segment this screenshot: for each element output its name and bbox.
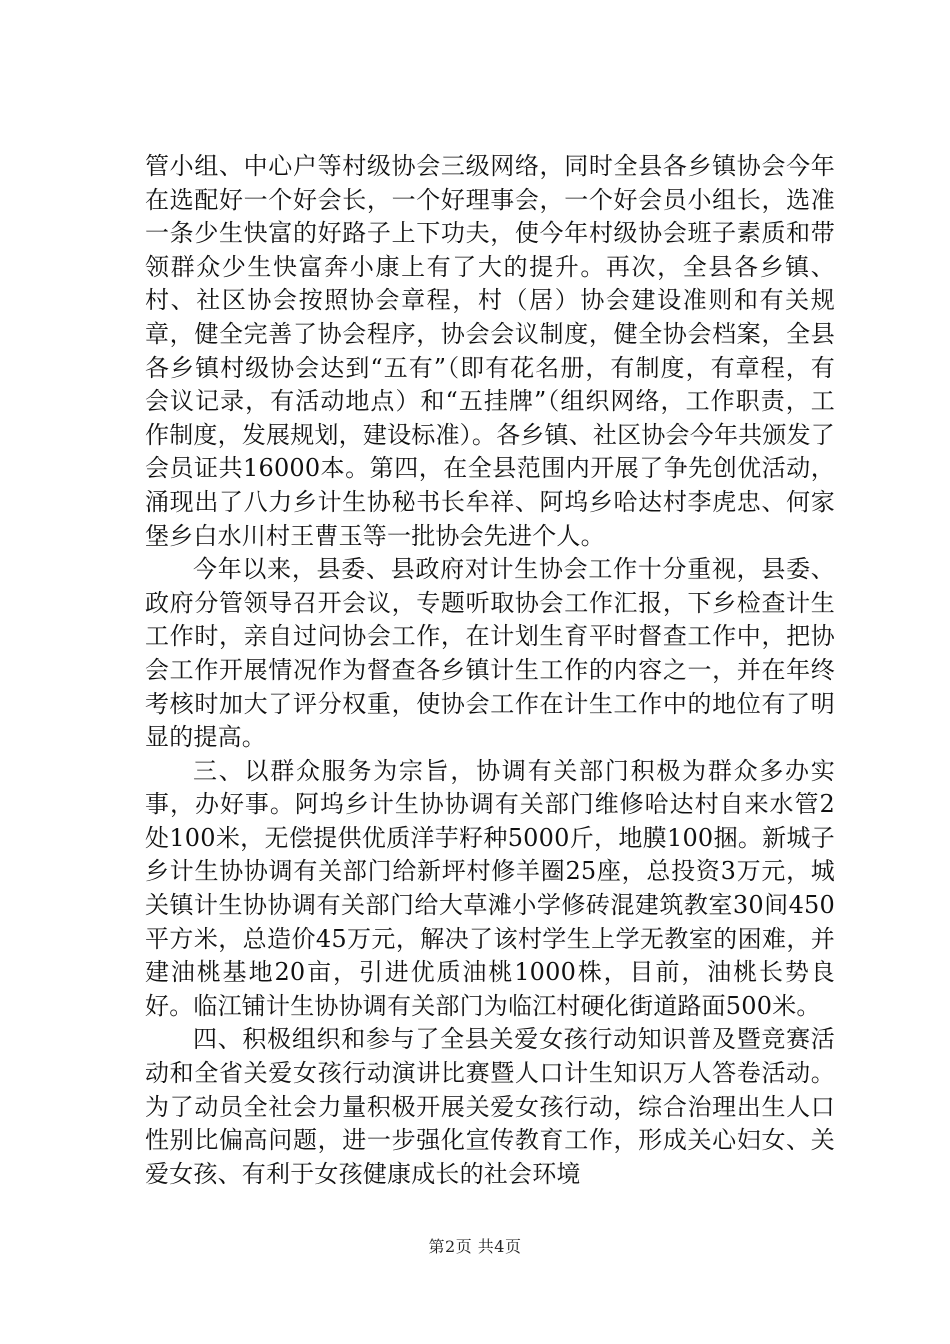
page-footer	[0, 1234, 950, 1257]
paragraph-1: 管小组、中心户等村级协会三级网络，同时全县各乡镇协会今年在选配好一个好会长，一个好理事会，一个好会员小组长，选准一条少生快富的好路子上下功夫，使今年村级协会班子素质和带领群众少生快富奔小康上有了大的提升。再次，全县各乡镇、村、社区协会按照协会章程，村（居）协会建设准则和有关规章，健全完善了协会程序，协会会议制度，健全协会档案，全县各乡镇村级协会达到“五有”（即有花名册，有制度，有章程，有会议记录，有活动地点）和“五挂牌”（组织网络，工作职责，工作制度，发展规划，建设标准）。各乡镇、社区协会今年共颁发了会员证共16000本。第四，在全县范围内开展了争先创优活动，涌现出了八力乡计生协秘书长牟祥、阿坞乡哈达村李虎忠、何家堡乡白水川村王曹玉等一批协会先进个人。	[145, 152, 835, 550]
document-body	[145, 150, 835, 1191]
paragraph-3: 三、以群众服务为宗旨，协调有关部门积极为群众多办实事，办好事。阿坞乡计生协协调有关部门维修哈达村自来水管2处100米，无偿提供优质洋芋籽种5000斤，地膜100捆。新城子乡计生协协调有关部门给新坪村修羊圈25座，总投资3万元，城关镇计生协协调有关部门给大草滩小学修砖混建筑教室30间450平方米，总造价45万元，解决了该村学生上学无教室的困难，并建油桃基地20亩，引进优质油桃1000株，目前，油桃长势良好。临江铺计生协协调有关部门为临江村硬化街道路面500米。	[145, 756, 835, 1020]
page-number: 第2页 共4页	[428, 1237, 522, 1256]
paragraph-4: 四、积极组织和参与了全县关爱女孩行动知识普及暨竞赛活动和全省关爱女孩行动演讲比赛暨人口计生知识万人答卷活动。为了动员全社会力量积极开展关爱女孩行动，综合治理出生人口性别比偏高问题，进一步强化宣传教育工作，形成关心妇女、关爱女孩、有利于女孩健康成长的社会环境	[145, 1025, 835, 1188]
paragraph-2: 今年以来，县委、县政府对计生协会工作十分重视，县委、政府分管领导召开会议，专题听取协会工作汇报，下乡检查计生工作时，亲自过问协会工作，在计划生育平时督查工作中，把协会工作开展情况作为督查各乡镇计生工作的内容之一，并在年终考核时加大了评分权重，使协会工作在计生工作中的地位有了明显的提高。	[145, 555, 835, 752]
